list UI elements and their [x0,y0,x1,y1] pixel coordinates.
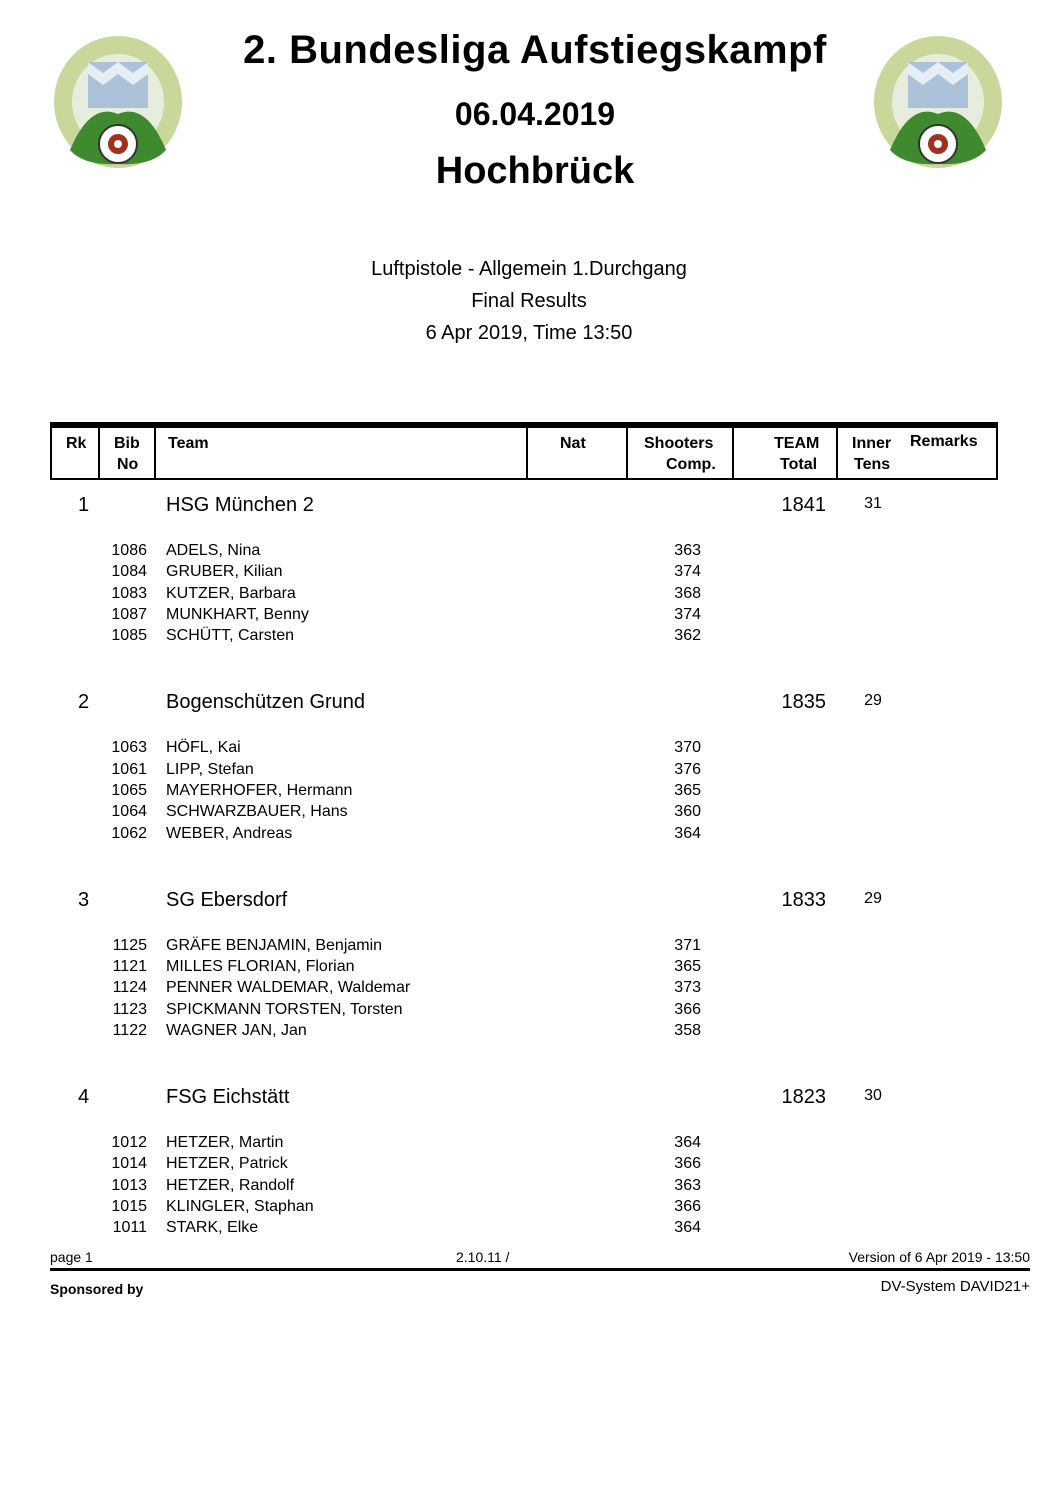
shooter-score: 366 [674,1198,701,1215]
shooter-score: 364 [674,825,701,842]
shooter-name: HETZER, Randolf [166,1177,295,1194]
team-name: SG Ebersdorf [166,889,288,911]
shooter-score: 366 [674,1155,701,1172]
association-logo-left [50,32,186,192]
association-logo-right [870,32,1006,192]
results-datetime: 6 Apr 2019, Time 13:50 [425,322,633,344]
version-timestamp: Version of 6 Apr 2019 - 13:50 [848,1249,1030,1265]
col-tens: Tens [854,456,891,473]
shooter-score: 362 [674,627,701,644]
col-bib: Bib [114,435,140,452]
team-total: 1835 [781,691,826,713]
shooter-name: STARK, Elke [166,1219,259,1236]
shooter-name: ADELS, Nina [166,542,261,559]
shooter-score: 374 [674,563,701,580]
team-name: Bogenschützen Grund [166,691,366,713]
shooter-bib: 1122 [112,1022,147,1039]
system-name: DV-System DAVID21+ [880,1278,1030,1295]
shooter-bib: 1121 [112,958,147,975]
shooter-name: HÖFL, Kai [166,739,241,756]
team-rank: 1 [78,494,90,516]
shooter-score: 365 [674,958,701,975]
shooter-name: WAGNER JAN, Jan [166,1022,307,1039]
shooter-score: 365 [674,782,701,799]
footer-divider [50,1268,1030,1271]
col-remarks: Remarks [910,433,978,450]
document-title: 2. Bundesliga Aufstiegskampf [243,28,827,72]
page-number: page 1 [50,1249,93,1265]
shooter-bib: 1013 [111,1177,147,1194]
team-rank: 2 [78,691,90,713]
event-date: 06.04.2019 [454,96,616,132]
shooter-bib: 1061 [111,761,147,778]
sponsored-by: Sponsored by [50,1281,144,1297]
col-inner: Inner [852,435,892,452]
shooter-bib: 1011 [112,1219,147,1236]
column-header [50,422,998,480]
shooter-score: 360 [674,803,701,820]
team-total: 1823 [781,1086,826,1108]
team-rank: 3 [78,889,90,911]
shooter-name: GRÄFE BENJAMIN, Benjamin [166,937,383,954]
shooter-bib: 1125 [112,937,147,954]
shooter-bib: 1123 [112,1001,147,1018]
shooter-bib: 1015 [111,1198,147,1215]
col-rank: Rk [66,435,87,452]
shooter-score: 376 [674,761,701,778]
team-inner-tens: 30 [864,1087,882,1104]
shooter-bib: 1062 [111,825,147,842]
team-name: FSG Eichstätt [166,1086,290,1108]
software-version: 2.10.11 / [456,1249,510,1265]
shooter-score: 363 [674,1177,701,1194]
event-location: Hochbrück [435,150,635,192]
team-name: HSG München 2 [166,494,314,516]
shooter-bib: 1124 [112,979,147,996]
col-shooters: Shooters [644,435,714,452]
shooter-score: 363 [674,542,701,559]
shooter-score: 358 [674,1022,701,1039]
shooter-score: 373 [674,979,701,996]
shooter-name: SPICKMANN TORSTEN, Torsten [166,1001,403,1018]
shooter-bib: 1084 [111,563,147,580]
shooter-name: KUTZER, Barbara [166,585,296,602]
shooter-bib: 1063 [111,739,147,756]
col-shooters-comp: Comp. [666,456,716,473]
team-total: 1833 [781,889,826,911]
shooter-name: MUNKHART, Benny [166,606,309,623]
shooter-bib: 1086 [111,542,147,559]
team-inner-tens: 29 [864,890,882,907]
team-inner-tens: 29 [864,692,882,709]
shooter-name: LIPP, Stefan [166,761,254,778]
shooter-name: MILLES FLORIAN, Florian [166,958,355,975]
shooter-bib: 1085 [111,627,147,644]
shooter-bib: 1014 [111,1155,147,1172]
col-nat: Nat [560,435,586,452]
shooter-score: 368 [674,585,701,602]
shooter-name: KLINGLER, Staphan [166,1198,314,1215]
shooter-score: 364 [674,1219,701,1236]
shooter-score: 364 [674,1134,701,1151]
shooter-name: GRUBER, Kilian [166,563,283,580]
shooter-name: HETZER, Martin [166,1134,284,1151]
discipline-title: Luftpistole - Allgemein 1.Durchgang [371,258,687,280]
team-total: 1841 [781,494,826,516]
shooter-bib: 1012 [111,1134,147,1151]
shooter-bib: 1064 [111,803,147,820]
shooter-name: SCHÜTT, Carsten [166,627,295,644]
shooter-bib: 1083 [111,585,147,602]
shooter-score: 366 [674,1001,701,1018]
shooter-name: HETZER, Patrick [166,1155,288,1172]
shooter-name: MAYERHOFER, Hermann [166,782,353,799]
results-status: Final Results [471,290,587,312]
shooter-name: WEBER, Andreas [166,825,293,842]
col-total: Total [780,456,818,473]
shooter-bib: 1087 [111,606,147,623]
team-inner-tens: 31 [864,495,882,512]
shooter-score: 370 [674,739,701,756]
shooter-bib: 1065 [111,782,147,799]
shooter-name: SCHWARZBAUER, Hans [166,803,348,820]
shooter-score: 371 [674,937,701,954]
team-rank: 4 [78,1086,90,1108]
shooter-score: 374 [674,606,701,623]
col-team-total: TEAM [774,435,820,452]
shooter-name: PENNER WALDEMAR, Waldemar [166,979,411,996]
col-team: Team [168,435,209,452]
col-bib-no: No [117,456,139,473]
